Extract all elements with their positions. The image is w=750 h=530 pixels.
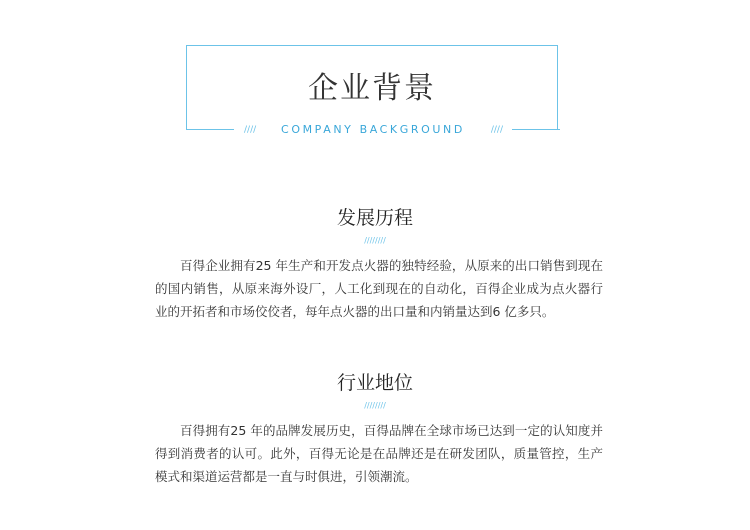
section-heading-position: 行业地位 — [336, 372, 413, 394]
section-divider-position: //////// — [364, 401, 386, 410]
page-title: 企业背景 — [308, 71, 436, 106]
section-body-position: 百得拥有25 年的品牌发展历史，百得品牌在全球市场已达到一定的认知度并得到消费者的认可。此外，百得无论是在品牌还是在研发团队，质量管控，生产模式和渠道运营都是一直与时俱进，引领潮流。 — [155, 423, 603, 484]
slash-decoration-right: //// — [490, 125, 503, 135]
section-divider-history: //////// — [364, 236, 386, 245]
frame-line-right — [512, 129, 560, 130]
section-heading-history: 发展历程 — [336, 207, 413, 229]
title-frame — [186, 45, 558, 130]
title-frame-bottom — [186, 122, 560, 138]
slash-decoration-left: //// — [244, 125, 257, 135]
section-body-history: 百得企业拥有25 年生产和开发点火器的独特经验，从原来的出口销售到现在的国内销售，从原来海外设厂，人工化到现在的自动化，百得企业成为点火器行业的开拓者和市场佼佼者，每年点火器的出口量和内销量达到6 亿多只。 — [155, 258, 603, 319]
page-subtitle: COMPANY BACKGROUND — [281, 123, 465, 136]
